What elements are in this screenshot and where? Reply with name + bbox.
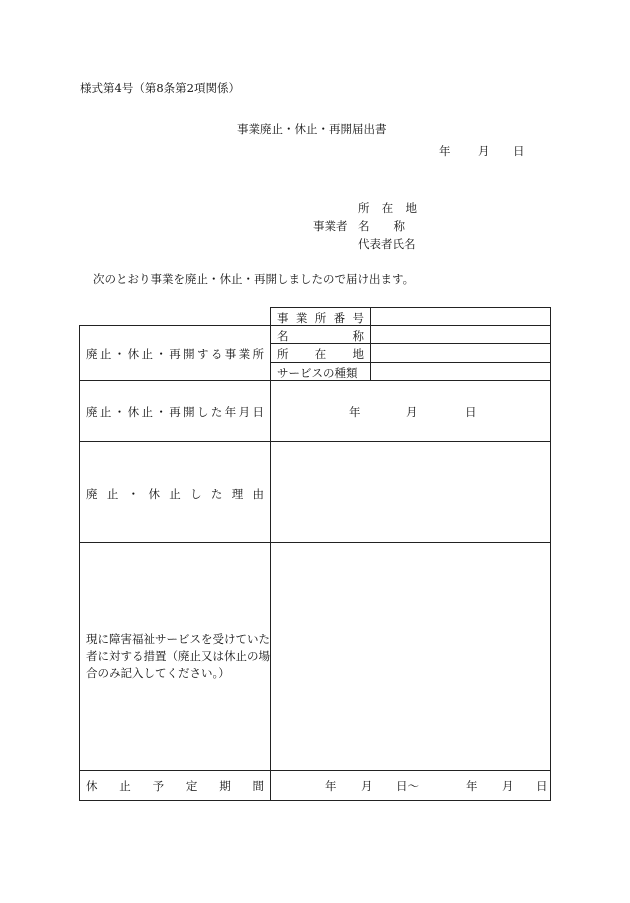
- applicant-address-label: 所 在 地: [358, 201, 417, 215]
- period-start-year: 年: [325, 779, 337, 793]
- office-name-label: 名 称: [277, 329, 364, 343]
- measures-label: 現に障害福祉サービスを受けていた者に対する措置（廃止又は休止の場合のみ記入してください。）: [86, 632, 270, 680]
- table-line: [79, 542, 551, 543]
- table-line: [550, 307, 551, 801]
- date-of-change-month: 月: [406, 405, 418, 419]
- date-day-label: 日: [513, 144, 525, 158]
- period-end-month: 月: [502, 779, 514, 793]
- document-title: 事業廃止・休止・再開届出書: [237, 122, 387, 136]
- date-of-change-label: 廃 止 ・ 休 止 ・ 再 開 し た 年 月 日: [86, 405, 264, 419]
- applicant-operator-label: 事業者: [313, 219, 348, 233]
- date-year-label: 年: [439, 144, 451, 158]
- reason-label: 廃 止 ・ 休 止 し た 理 由: [86, 487, 264, 501]
- table-line: [79, 800, 551, 801]
- table-line: [270, 307, 271, 801]
- date-month-label: 月: [478, 144, 490, 158]
- table-line: [79, 441, 551, 442]
- office-service-type-label: サービスの種類: [277, 366, 358, 380]
- table-line: [270, 307, 551, 308]
- period-start-month: 月: [361, 779, 373, 793]
- table-line: [79, 325, 80, 801]
- table-line: [370, 307, 371, 381]
- period-label: 休 止 予 定 期 間: [86, 779, 264, 793]
- statement-text: 次のとおり事業を廃止・休止・再開しましたので届け出ます。: [93, 272, 415, 286]
- office-number-label: 事 業 所 番 号: [277, 311, 364, 325]
- office-address-label: 所 在 地: [277, 347, 364, 361]
- date-of-change-day: 日: [465, 405, 477, 419]
- applicant-name-label: 名称: [358, 219, 429, 233]
- form-number: 様式第4号（第8条第2項関係）: [80, 81, 240, 95]
- period-end-year: 年: [466, 779, 478, 793]
- office-label: 廃 止 ・ 休 止 ・ 再 開 す る 事 業 所: [86, 347, 264, 361]
- date-of-change-year: 年: [349, 405, 361, 419]
- period-end-day: 日: [536, 779, 548, 793]
- table-line: [79, 770, 551, 771]
- table-line: [270, 362, 551, 363]
- period-start-day: 日～: [396, 779, 419, 793]
- applicant-representative-label: 代表者氏名: [358, 237, 416, 251]
